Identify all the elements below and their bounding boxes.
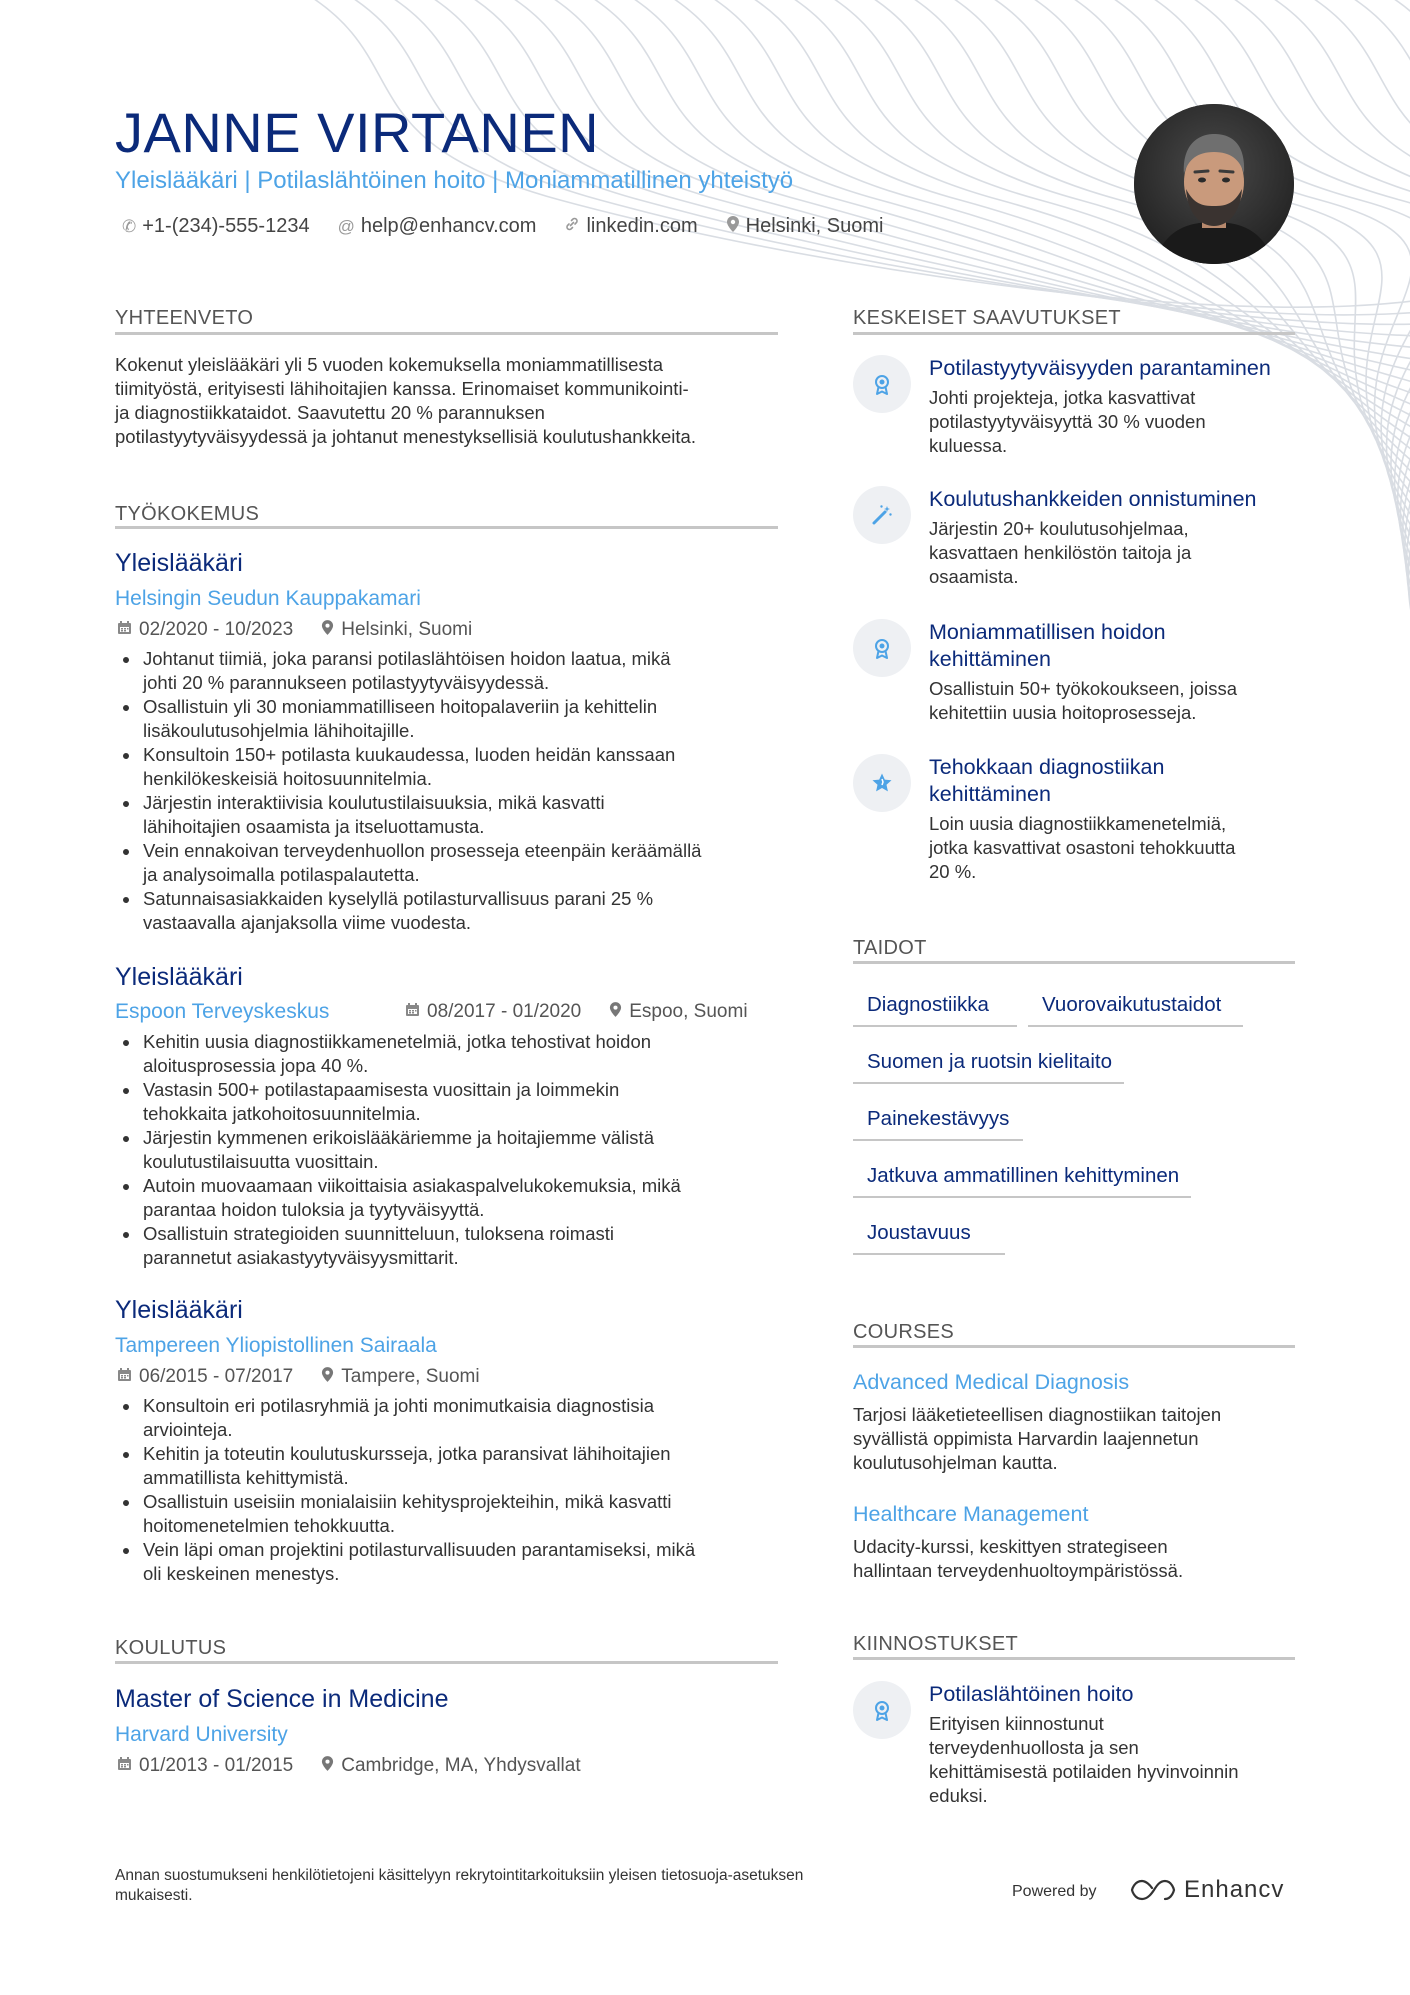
job-location xyxy=(609,1001,747,1023)
job-bullets xyxy=(115,1030,781,1270)
job-title: Yleislääkäri xyxy=(115,549,243,577)
summary-line: potilastyytyväisyydessä ja johtanut menestyksellisiä koulutushankkeita. xyxy=(115,426,696,447)
section-divider xyxy=(853,1657,1295,1660)
achievement-title: Koulutushankkeiden onnistuminen xyxy=(929,487,1257,511)
achievement-title: Potilastyytyväisyyden parantaminen xyxy=(929,356,1271,380)
link-icon xyxy=(564,216,580,237)
wave-line xyxy=(1340,0,1410,612)
job-location-text: Tampere, Suomi xyxy=(341,1366,480,1387)
job-bullets xyxy=(115,1394,781,1586)
job-meta xyxy=(405,1001,748,1023)
candidate-name: JANNE VIRTANEN xyxy=(115,101,600,164)
calendar-icon xyxy=(117,1367,132,1387)
education-meta xyxy=(117,1755,609,1777)
section-title-achievements: KESKEISET SAAVUTUKSET xyxy=(853,307,1121,329)
list-item: • Johtanut tiimiä, joka paransi potilaslähtöisen hoidon laatua, mikä johti 20 % parannukseen potilastyytyväisyydessä. xyxy=(141,647,781,695)
list-item: • Järjestin kymmenen erikoislääkäriemme ja hoitajiemme välistä koulutustilaisuutta vuosittain. xyxy=(141,1126,781,1174)
job-meta xyxy=(117,1366,508,1388)
profile-photo xyxy=(1134,104,1294,264)
skill-tag: Suomen ja ruotsin kielitaito xyxy=(853,1050,1124,1084)
course-title: Advanced Medical Diagnosis xyxy=(853,1370,1130,1394)
job-dates xyxy=(117,619,293,641)
list-item: • Vein ennakoivan terveydenhuollon prosesseja eteenpäin keräämällä ja analysoimalla potilaspalautetta. xyxy=(141,839,781,887)
enhancv-logo-icon xyxy=(1130,1877,1176,1903)
section-title-summary: YHTEENVETO xyxy=(115,307,254,329)
summary-line: tiimityöstä, erityisesti lähihoitajien kanssa. Erinomaiset kommunikointi- xyxy=(115,378,689,399)
school-name: Harvard University xyxy=(115,1723,288,1746)
location-text: Helsinki, Suomi xyxy=(745,215,884,237)
section-title-skills: TAIDOT xyxy=(853,937,927,959)
calendar-icon xyxy=(405,1002,420,1022)
award-icon xyxy=(853,619,911,677)
summary-text xyxy=(115,353,778,449)
list-item: • Konsultoin eri potilasryhmiä ja johti monimutkaisia diagnostisia arviointeja. xyxy=(141,1394,781,1442)
calendar-icon xyxy=(117,620,132,640)
wave-line xyxy=(660,0,1410,408)
job-title: Yleislääkäri xyxy=(115,1296,243,1324)
job-location-text: Helsinki, Suomi xyxy=(341,619,473,640)
brand-name: Enhancv xyxy=(1184,1876,1285,1903)
location-pin-icon xyxy=(726,215,740,238)
skill-tag: Jatkuva ammatillinen kehittyminen xyxy=(853,1164,1191,1198)
gdpr-consent-text: Annan suostumukseni henkilötietojeni käsittelyyn rekrytointitarkoituksiin yleisen tietosuoja-asetuksen mukaisesti. xyxy=(115,1867,804,1904)
skill-tag: Joustavuus xyxy=(853,1221,1005,1255)
wave-line xyxy=(1100,0,1410,540)
list-item: • Osallistuin useisiin monialaisiin kehitysprojekteihin, mikä kasvatti hoitomenetelmien tehokkuutta. xyxy=(141,1490,781,1538)
candidate-headline: Yleislääkäri | Potilaslähtöinen hoito | Moniammatillinen yhteistyö xyxy=(115,167,794,194)
section-title-interests: KIINNOSTUKSET xyxy=(853,1633,1019,1655)
course-description: Tarjosi lääketieteellisen diagnostiikan taitojen syvällistä oppimista Harvardin laajennetun koulutusohjelman kautta. xyxy=(853,1404,1222,1473)
job-dates-text: 02/2020 - 10/2023 xyxy=(139,619,294,640)
job-title: Yleislääkäri xyxy=(115,963,243,991)
contact-location xyxy=(726,215,884,238)
achievement-description: Järjestin 20+ koulutusohjelmaa, kasvattaen henkilöstön taitoja ja osaamista. xyxy=(929,518,1192,587)
job-dates xyxy=(117,1366,293,1388)
achievement-title: Tehokkaan diagnostiikan kehittäminen xyxy=(929,755,1165,806)
list-item: • Vein läpi oman projektini potilasturvallisuuden parantamiseksi, mikä oli keskeinen menestys. xyxy=(141,1538,781,1586)
wave-line xyxy=(1180,0,1410,564)
contact-linkedin[interactable] xyxy=(564,215,697,238)
wave-line xyxy=(1140,0,1410,552)
section-title-courses: COURSES xyxy=(853,1321,955,1343)
education-dates-text: 01/2013 - 01/2015 xyxy=(139,1755,294,1776)
job-organization: Helsingin Seudun Kauppakamari xyxy=(115,587,421,610)
wave-line xyxy=(1407,0,1410,636)
list-item: • Osallistuin yli 30 moniammatilliseen hoitopalaveriin ja kehittelin lisäkoulutusohjelmia lähihoitajille. xyxy=(141,695,781,743)
achievement-description: Loin uusia diagnostiikkamenetelmiä, jotka kasvattivat osastoni tehokkuutta 20 %. xyxy=(929,813,1236,882)
contact-row xyxy=(122,215,911,238)
achievement-description: Johti projekteja, jotka kasvattivat potilastyytyväisyyttä 30 % vuoden kuluessa. xyxy=(929,387,1206,456)
education-dates xyxy=(117,1755,293,1777)
section-divider xyxy=(115,332,778,335)
education-location-text: Cambridge, MA, Yhdysvallat xyxy=(341,1755,581,1776)
list-item: • Kehitin uusia diagnostiikkamenetelmiä, jotka tehostivat hoidon aloitusprosessia jopa 40 %. xyxy=(141,1030,781,1078)
list-item: • Konsultoin 150+ potilasta kuukaudessa, luoden heidän kanssaan henkilökeskeisiä hoitosuunnitelmia. xyxy=(141,743,781,791)
job-organization: Tampereen Yliopistollinen Sairaala xyxy=(115,1334,437,1357)
at-icon: @ xyxy=(337,216,355,236)
job-location-text: Espoo, Suomi xyxy=(629,1001,748,1022)
job-dates-text: 08/2017 - 01/2020 xyxy=(427,1001,582,1022)
interest-title: Potilaslähtöinen hoito xyxy=(929,1682,1134,1706)
achievement-title: Moniammatillisen hoidon kehittäminen xyxy=(929,620,1166,671)
section-title-education: KOULUTUS xyxy=(115,1637,227,1659)
summary-line: Kokenut yleislääkäri yli 5 vuoden kokemuksella moniammatillisesta xyxy=(115,354,664,375)
list-item: • Satunnaisasiakkaiden kyselyllä potilasturvallisuus parani 25 % vastaavalla ajanjaksolla viime vuodesta. xyxy=(141,887,781,935)
job-location xyxy=(321,1366,479,1388)
degree-title: Master of Science in Medicine xyxy=(115,1685,449,1713)
wave-line xyxy=(1300,0,1410,600)
email-text: help@enhancv.com xyxy=(360,215,537,237)
section-divider xyxy=(115,526,778,529)
award-icon xyxy=(853,355,911,413)
list-item: • Kehitin ja toteutin koulutuskursseja, jotka paransivat lähihoitajien ammatillista kehittymistä. xyxy=(141,1442,781,1490)
phone-icon: ✆ xyxy=(122,216,137,236)
award-icon xyxy=(853,1681,911,1739)
calendar-icon xyxy=(117,1756,132,1776)
location-pin-icon xyxy=(321,1755,334,1777)
job-location xyxy=(321,619,472,641)
contact-email[interactable] xyxy=(338,215,537,238)
list-item: • Osallistuin strategioiden suunnitteluun, tuloksena roimasti parannetut asiakastyytyväisyysmittarit. xyxy=(141,1222,781,1270)
location-pin-icon xyxy=(321,619,334,641)
wand-icon xyxy=(853,486,911,544)
job-bullets xyxy=(115,647,781,935)
job-dates xyxy=(405,1001,581,1023)
enhancv-logo[interactable] xyxy=(1130,1876,1284,1904)
skill-tag: Diagnostiikka xyxy=(853,993,1017,1027)
list-item: • Järjestin interaktiivisia koulutustilaisuuksia, mikä kasvatti lähihoitajien osaamista ja itseluottamusta. xyxy=(141,791,781,839)
section-divider xyxy=(853,961,1295,964)
wave-line xyxy=(1380,0,1410,624)
powered-by-label: Powered by xyxy=(1012,1883,1097,1900)
education-location xyxy=(321,1755,580,1777)
star-icon xyxy=(853,754,911,812)
job-dates-text: 06/2015 - 07/2017 xyxy=(139,1366,294,1387)
skill-tag: Painekestävyys xyxy=(853,1107,1023,1141)
course-title: Healthcare Management xyxy=(853,1502,1089,1526)
job-organization: Espoon Terveyskeskus xyxy=(115,1000,330,1023)
job-meta xyxy=(117,619,500,641)
location-pin-icon xyxy=(321,1366,334,1388)
course-description: Udacity-kurssi, keskittyen strategiseen hallintaan terveydenhuoltoympäristössä. xyxy=(853,1536,1184,1581)
location-pin-icon xyxy=(609,1001,622,1023)
section-divider xyxy=(853,1345,1295,1348)
section-title-experience: TYÖKOKEMUS xyxy=(115,503,260,525)
summary-line: ja diagnostiikkataidot. Saavutettu 20 % parannuksen xyxy=(115,402,545,423)
skill-tag: Vuorovaikutustaidot xyxy=(1028,993,1243,1027)
list-item: • Vastasin 500+ potilastapaamisesta vuosittain ja loimmekin tehokkaita jatkohoitosuunnitelmia. xyxy=(141,1078,781,1126)
interest-description: Erityisen kiinnostunut terveydenhuollosta ja sen kehittämisestä potilaiden hyvinvoinnin eduksi. xyxy=(929,1713,1239,1806)
list-item: • Autoin muovaamaan viikoittaisia asiakaspalvelukokemuksia, mikä parantaa hoidon tuloksia ja tyytyväisyyttä. xyxy=(141,1174,781,1222)
phone-text: +1-(234)-555-1234 xyxy=(142,215,310,237)
linkedin-text: linkedin.com xyxy=(586,215,698,237)
section-divider xyxy=(115,1661,778,1664)
section-divider xyxy=(853,332,1295,335)
contact-phone[interactable] xyxy=(122,215,310,238)
achievement-description: Osallistuin 50+ työkokoukseen, joissa kehitettiin uusia hoitoprosesseja. xyxy=(929,678,1237,723)
